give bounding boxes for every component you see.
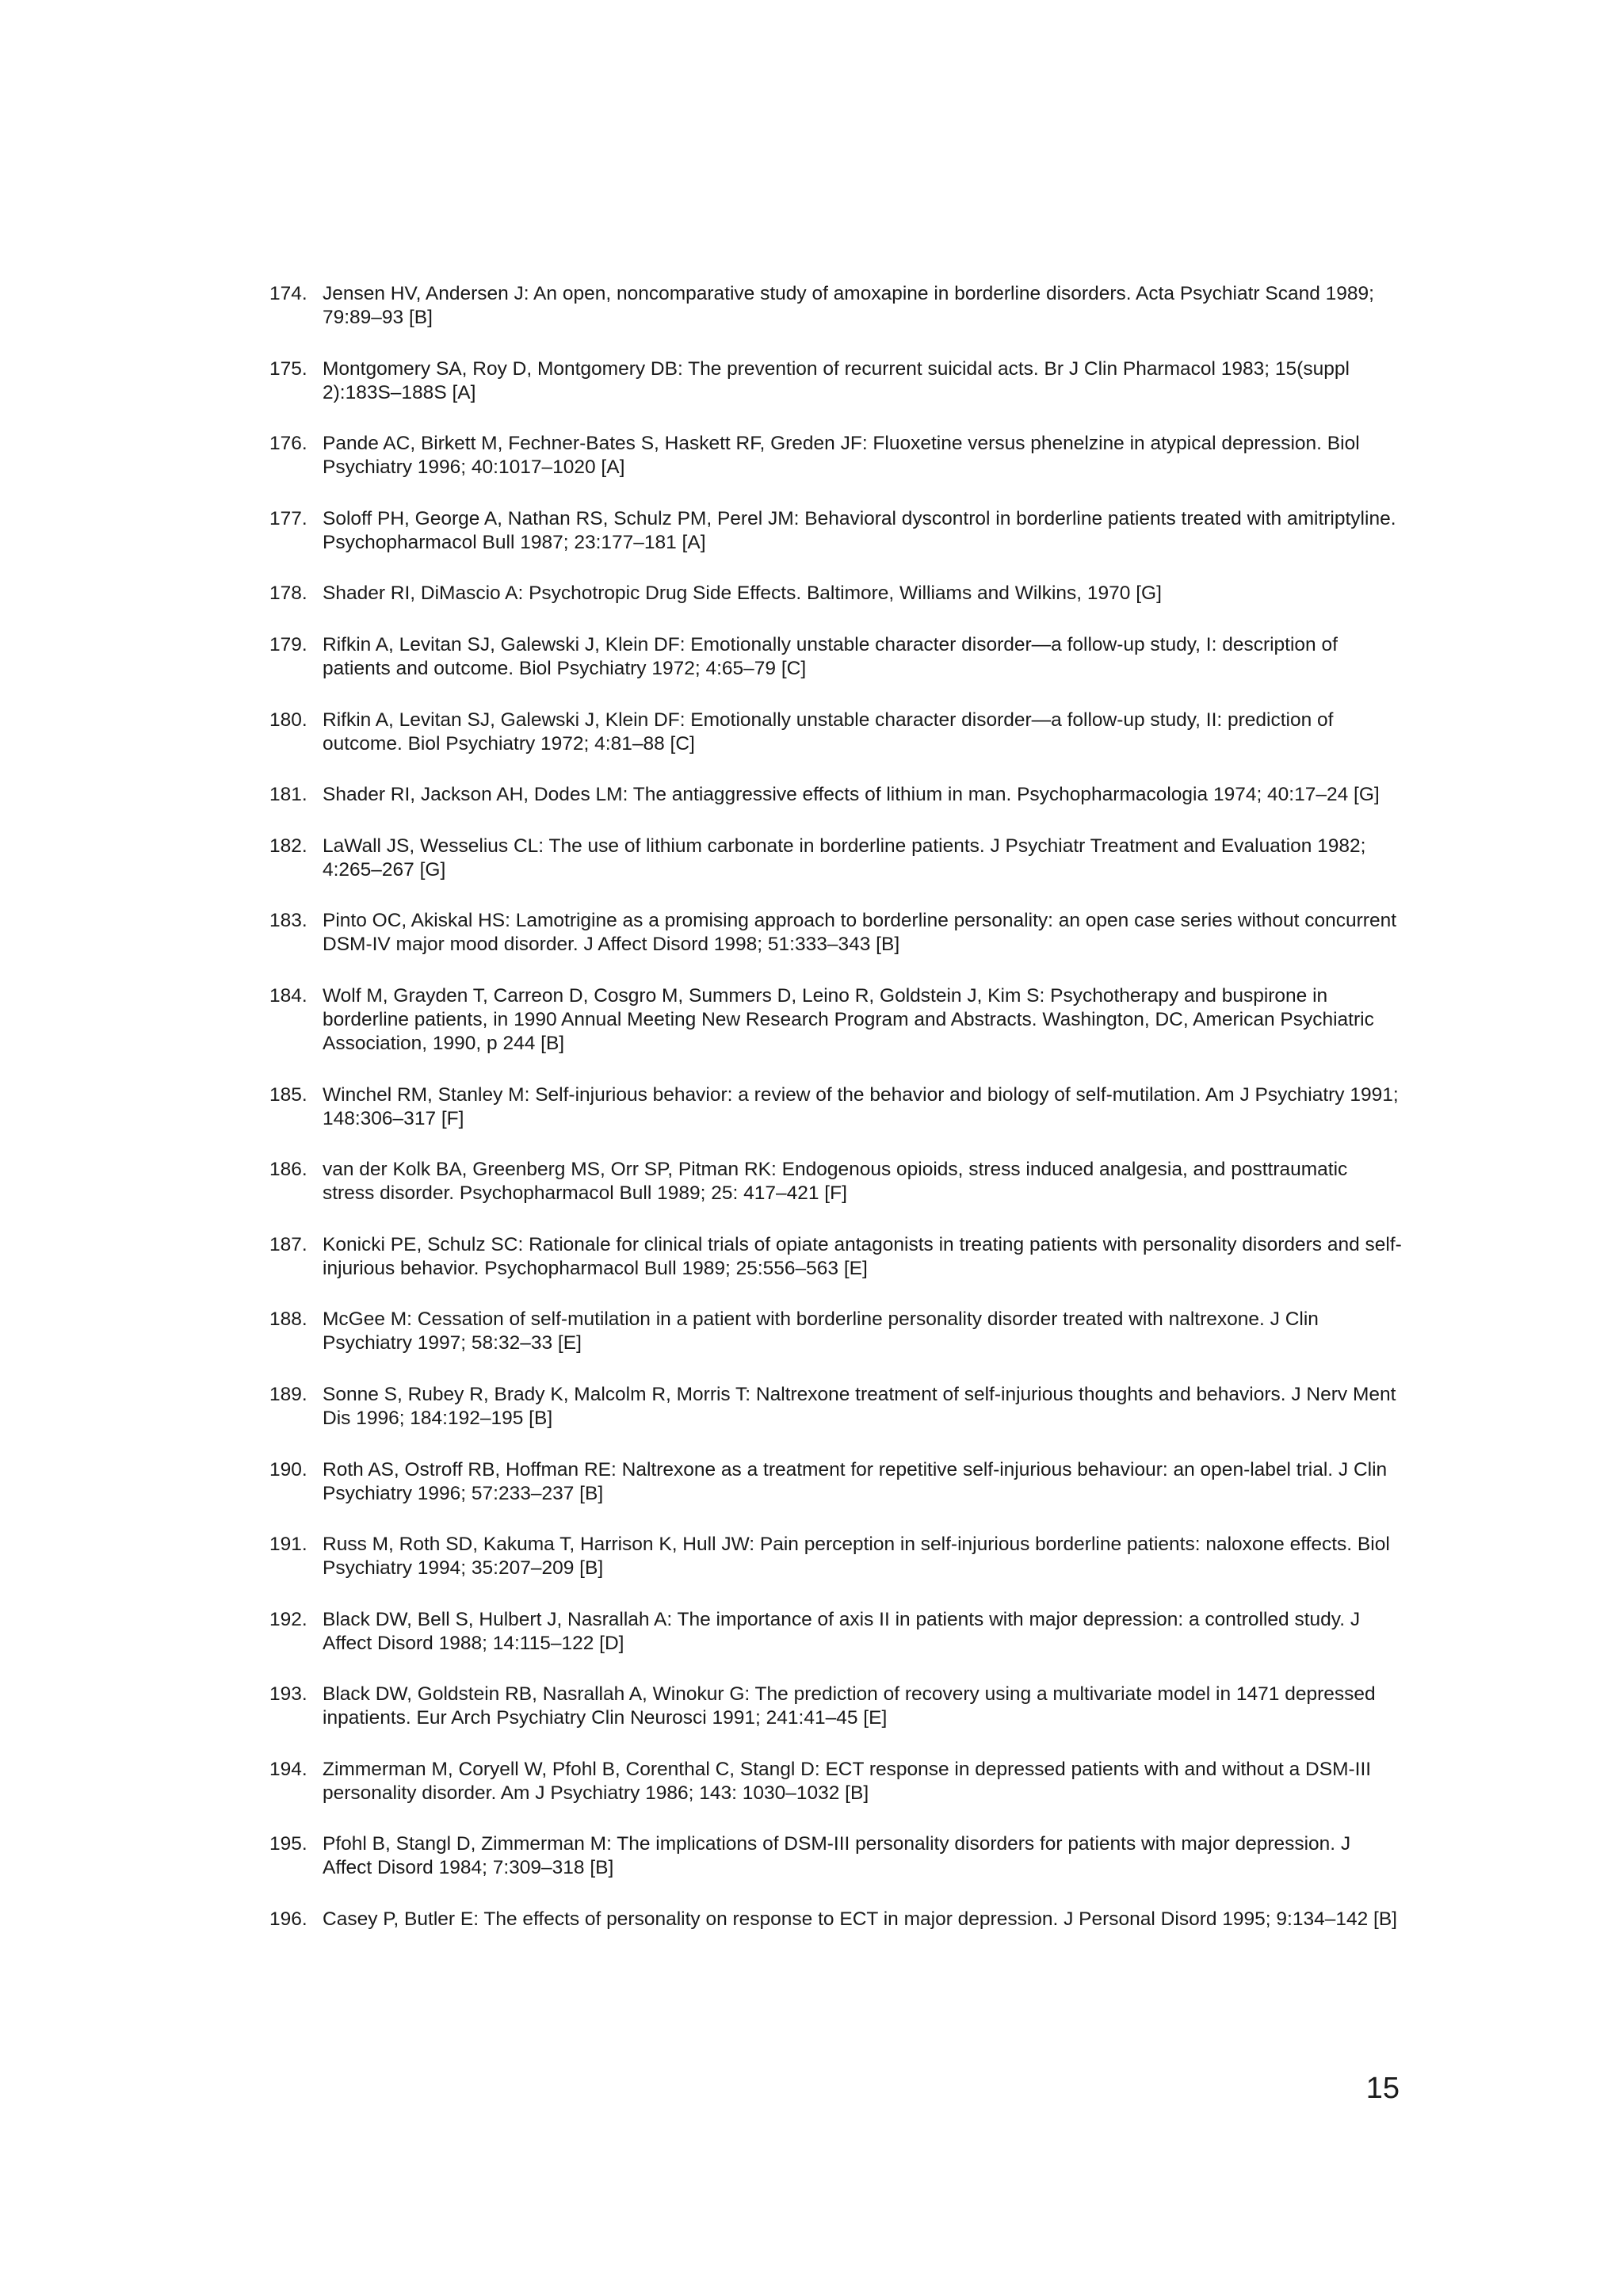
reference-item xyxy=(269,507,1403,555)
reference-item xyxy=(269,282,1403,330)
reference-number: 191. xyxy=(269,1534,307,1556)
reference-text: Shader RI, Jackson AH, Dodes LM: The antiaggressive effects of lithium in man. Psychopharmacologia 1974; 40:17–24 [G] xyxy=(323,784,1380,806)
reference-number: 180. xyxy=(269,709,307,731)
reference-item xyxy=(269,1308,1403,1355)
reference-text: Pande AC, Birkett M, Fechner-Bates S, Haskett RF, Greden JF: Fluoxetine versus phenelzine in atypical depression. Biol Psychiatry 1996; 40:1017–1020 [A] xyxy=(323,433,1360,479)
reference-item xyxy=(269,1083,1403,1131)
reference-item xyxy=(269,582,1403,606)
reference-item xyxy=(269,1158,1403,1205)
reference-text: Shader RI, DiMascio A: Psychotropic Drug Side Effects. Baltimore, Williams and Wilkins, 1970 [G] xyxy=(323,583,1162,605)
reference-item xyxy=(269,1233,1403,1281)
reference-number: 179. xyxy=(269,633,307,655)
reference-text: Jensen HV, Andersen J: An open, noncomparative study of amoxapine in borderline disorders. Acta Psychiatr Scand 1989; 79:89–93 [B] xyxy=(323,283,1374,328)
reference-number: 195. xyxy=(269,1833,307,1855)
reference-item xyxy=(269,633,1403,681)
reference-text: Pfohl B, Stangl D, Zimmerman M: The implications of DSM-III personality disorders for patients with major depression. J Affect Disord 1984; 7:309–318 [B] xyxy=(323,1833,1351,1879)
reference-item xyxy=(269,1533,1403,1580)
reference-item xyxy=(269,835,1403,882)
reference-text: Wolf M, Grayden T, Carreon D, Cosgro M, Summers D, Leino R, Goldstein J, Kim S: Psychotherapy and buspirone in borderline patients, in 1990 Annual Meeting New Research Program and Abstracts. Washington, DC, American Psychiatric Association, 1990, p 244 [B] xyxy=(323,984,1374,1054)
reference-text: Black DW, Goldstein RB, Nasrallah A, Winokur G: The prediction of recovery using a multivariate model in 1471 depressed inpatients. Eur Arch Psychiatry Clin Neurosci 1991; 241:41–45 [E] xyxy=(323,1683,1376,1729)
reference-number: 192. xyxy=(269,1608,307,1630)
reference-number: 190. xyxy=(269,1458,307,1480)
reference-text: Konicki PE, Schulz SC: Rationale for clinical trials of opiate antagonists in treating patients with personality disorders and self-injurious behavior. Psychopharmacol Bull 1989; 25:556–563 [E] xyxy=(323,1233,1402,1279)
reference-number: 193. xyxy=(269,1683,307,1706)
reference-item xyxy=(269,984,1403,1056)
reference-item xyxy=(269,909,1403,957)
reference-number: 182. xyxy=(269,835,307,857)
reference-text: Zimmerman M, Coryell W, Pfohl B, Corenthal C, Stangl D: ECT response in depressed patients with and without a DSM-III personality disorder. Am J Psychiatry 1986; 143: 1030–1032 [B] xyxy=(323,1758,1372,1804)
reference-text: Russ M, Roth SD, Kakuma T, Harrison K, Hull JW: Pain perception in self-injurious borderline patients: naloxone effects. Biol Psychiatry 1994; 35:207–209 [B] xyxy=(323,1534,1390,1580)
reference-number: 189. xyxy=(269,1383,307,1405)
reference-item xyxy=(269,1832,1403,1880)
reference-item xyxy=(269,1683,1403,1730)
reference-number: 185. xyxy=(269,1083,307,1106)
reference-text: Casey P, Butler E: The effects of personality on response to ECT in major depression. J Personal Disord 1995; 9:134–142 [B] xyxy=(323,1908,1397,1931)
reference-item xyxy=(269,1608,1403,1656)
reference-number: 181. xyxy=(269,784,307,806)
reference-text: van der Kolk BA, Greenberg MS, Orr SP, Pitman RK: Endogenous opioids, stress induced analgesia, and posttraumatic stress disorder. Psychopharmacol Bull 1989; 25: 417–421 [F] xyxy=(323,1159,1348,1205)
reference-text: Soloff PH, George A, Nathan RS, Schulz PM, Perel JM: Behavioral dyscontrol in borderline patients treated with amitriptyline. Psychopharmacol Bull 1987; 23:177–181 [A] xyxy=(323,507,1396,553)
reference-text: Rifkin A, Levitan SJ, Galewski J, Klein DF: Emotionally unstable character disorder—a follow-up study, II: prediction of outcome. Biol Psychiatry 1972; 4:81–88 [C] xyxy=(323,709,1334,755)
reference-text: Black DW, Bell S, Hulbert J, Nasrallah A: The importance of axis II in patients with major depression: a controlled study. J Affect Disord 1988; 14:115–122 [D] xyxy=(323,1608,1361,1654)
reference-text: McGee M: Cessation of self-mutilation in a patient with borderline personality disorder treated with naltrexone. J Clin Psychiatry 1997; 58:32–33 [E] xyxy=(323,1308,1319,1354)
reference-number: 188. xyxy=(269,1308,307,1331)
reference-item xyxy=(269,1383,1403,1431)
reference-text: Roth AS, Ostroff RB, Hoffman RE: Naltrexone as a treatment for repetitive self-injurious behaviour: an open-label trial. J Clin Psychiatry 1996; 57:233–237 [B] xyxy=(323,1458,1388,1504)
reference-number: 178. xyxy=(269,583,307,605)
reference-number: 196. xyxy=(269,1908,307,1931)
reference-text: Pinto OC, Akiskal HS: Lamotrigine as a promising approach to borderline personality: an open case series without concurrent DSM-IV major mood disorder. J Affect Disord 1998; 51:333–343 [B] xyxy=(323,910,1397,956)
reference-number: 186. xyxy=(269,1159,307,1181)
reference-number: 183. xyxy=(269,910,307,932)
reference-item xyxy=(269,709,1403,756)
reference-text: LaWall JS, Wesselius CL: The use of lithium carbonate in borderline patients. J Psychiatr Treatment and Evaluation 1982; 4:265–267 [G] xyxy=(323,835,1366,881)
reference-item xyxy=(269,1458,1403,1506)
reference-text: Rifkin A, Levitan SJ, Galewski J, Klein DF: Emotionally unstable character disorder—a follow-up study, I: description of patients and outcome. Biol Psychiatry 1972; 4:65–79 [C] xyxy=(323,633,1338,679)
reference-text: Montgomery SA, Roy D, Montgomery DB: The prevention of recurrent suicidal acts. Br J Clin Pharmacol 1983; 15(suppl 2):183S–188S [A] xyxy=(323,357,1350,403)
reference-number: 174. xyxy=(269,283,307,304)
reference-number: 194. xyxy=(269,1758,307,1780)
reference-text: Winchel RM, Stanley M: Self-injurious behavior: a review of the behavior and biology of self-mutilation. Am J Psychiatry 1991; 148:306–317 [F] xyxy=(323,1083,1399,1129)
reference-number: 175. xyxy=(269,357,307,380)
reference-number: 184. xyxy=(269,984,307,1007)
reference-number: 187. xyxy=(269,1233,307,1255)
reference-item xyxy=(269,1908,1403,1931)
reference-item xyxy=(269,1758,1403,1805)
reference-list xyxy=(269,282,1403,1959)
reference-item xyxy=(269,783,1403,807)
reference-item xyxy=(269,432,1403,479)
page-number: 15 xyxy=(1365,2072,1400,2105)
reference-number: 177. xyxy=(269,507,307,529)
reference-item xyxy=(269,357,1403,405)
reference-text: Sonne S, Rubey R, Brady K, Malcolm R, Morris T: Naltrexone treatment of self-injurious thoughts and behaviors. J Nerv Ment Dis 1996; 184:192–195 [B] xyxy=(323,1383,1396,1429)
reference-number: 176. xyxy=(269,433,307,455)
